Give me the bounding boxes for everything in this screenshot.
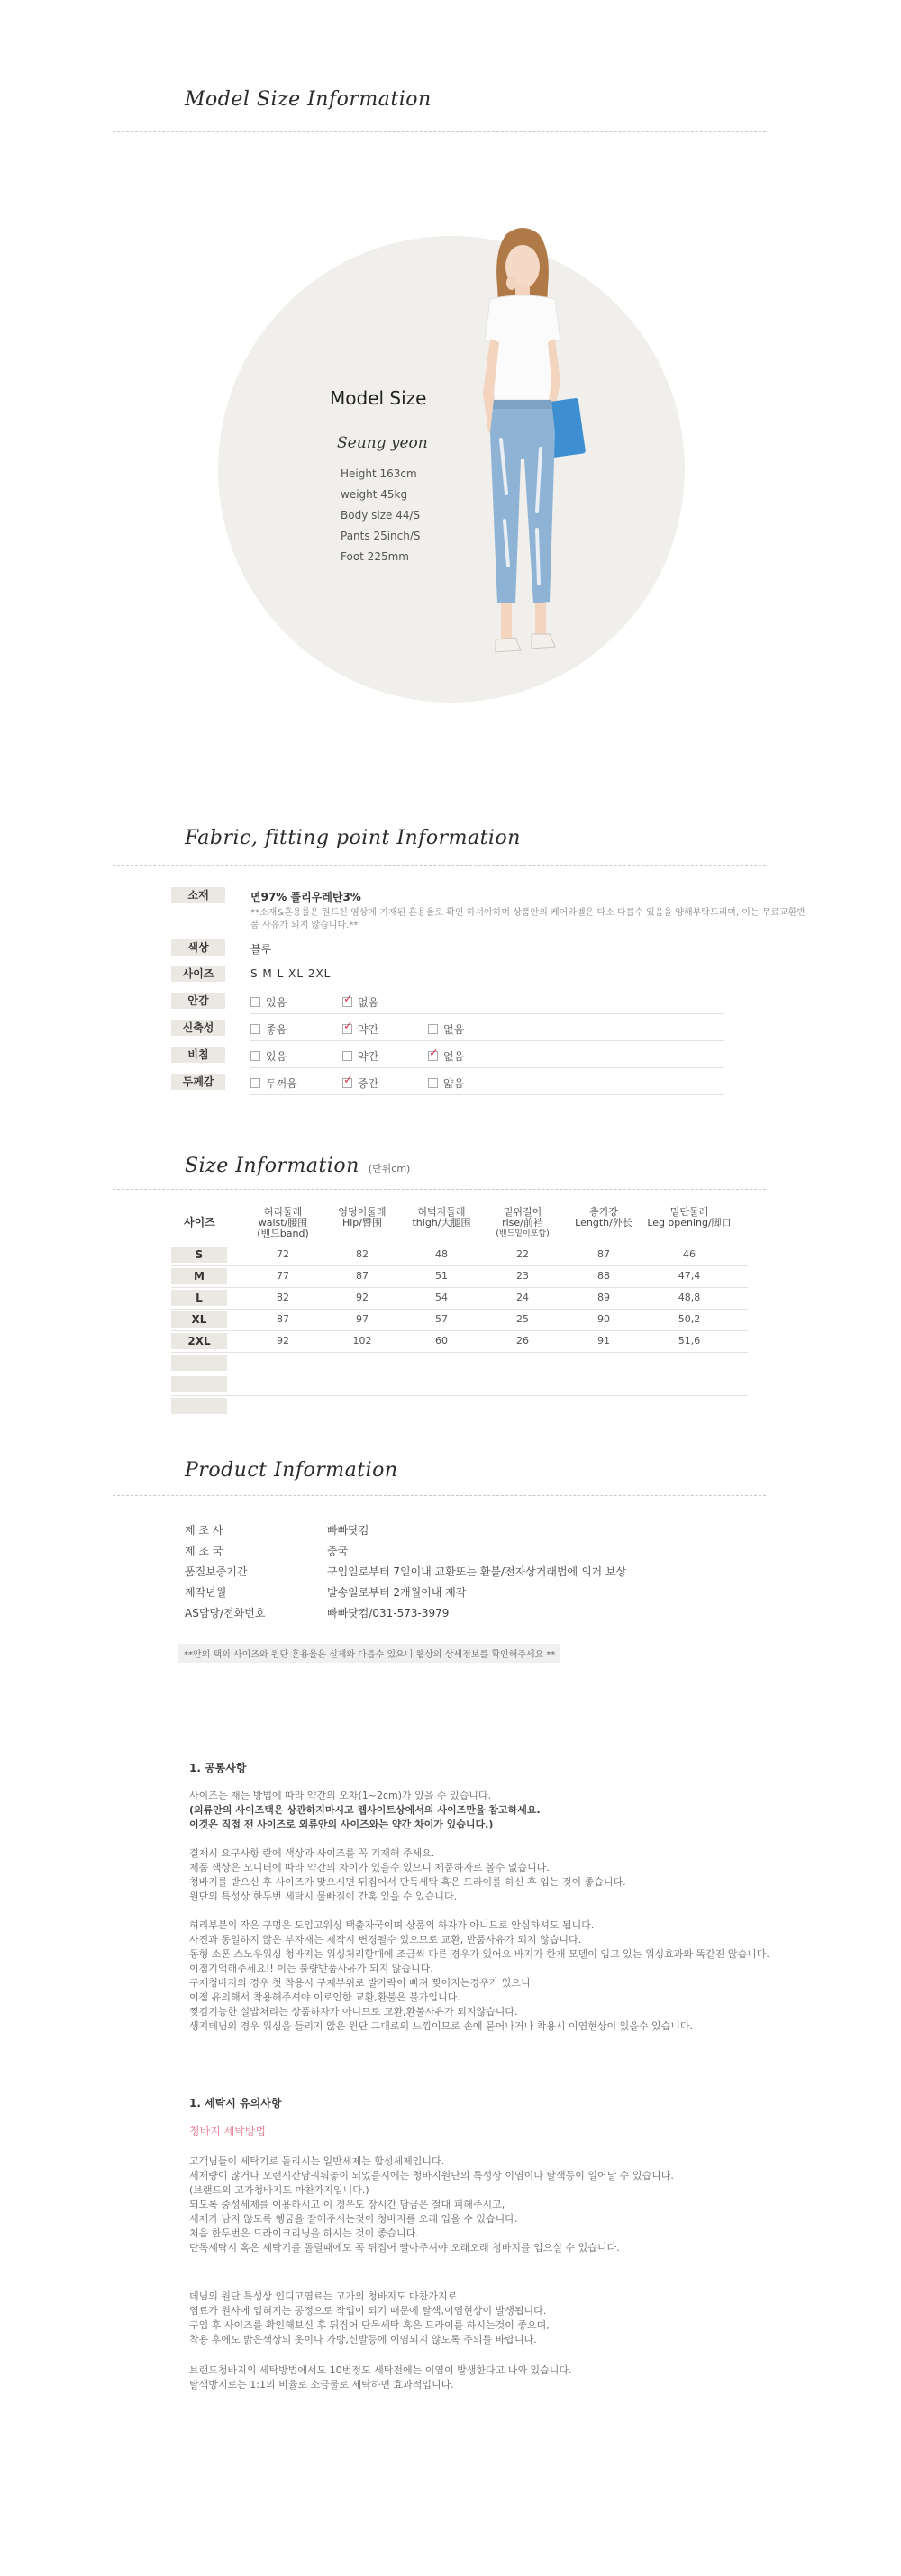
size-value: 22 [516,1248,529,1260]
fabric-label: 신축성 [171,1020,225,1036]
product-label: 제 조 사 [185,1524,223,1537]
size-value: 92 [356,1292,369,1303]
model-stat-weight: weight 45kg [341,488,408,501]
common-paragraph: 사이즈는 재는 방법에 따라 약간의 오차(1~2cm)가 있을 수 있습니다. (외류안의 사이즈택은 상관하지마시고 웹사이트상에서의 사이즈만을 참고하세요. 이것은 직접 잰 사이즈로 외류안의 사이즈와는 약간 차이가 있습니다.) [189,1790,541,1830]
wash-title: 1. 세탁시 유의사항 [189,2097,282,2109]
size-table-header: 허벅지둘레 thigh/大腿围 [412,1206,471,1229]
divider [113,1189,766,1190]
size-cell-empty [171,1398,227,1414]
model-name: Seung yeon [337,434,428,452]
size-value: 72 [277,1248,289,1260]
checkbox-icon [428,1024,438,1034]
checkbox-checked-icon [428,1051,438,1061]
size-cell-empty [171,1355,227,1371]
size-value: 47,4 [678,1270,701,1282]
option: 약간 [342,1048,378,1064]
common-paragraph: 결제시 요구사항 란에 색상과 사이즈를 꼭 기재해 주세요. 제품 색상은 모니터에 따라 약간의 차이가 있을수 있으니 제품하자로 볼수 없습니다. 청바지를 받으신 후 사이즈가 맞으시면 뒤집어서 단독세탁 혹은 드라이를 하신 후 입는 것이 좋습니다. 원단의 특성상 한두번 세탁시 물빠짐이 간혹 있을 수 있습니다. [189,1847,626,1902]
size-value: 77 [277,1270,289,1282]
fabric-label: 비침 [171,1047,225,1063]
wash-paragraph: 고객님들이 세탁기로 돌리시는 일반세제는 합성세제입니다. 세제량이 많거나 오랜시간담궈둬놓이 되었을시에는 청바지원단의 특성상 이염이나 탈색등이 일어날 수 있습니다. (브랜드의 고가청바지도 마찬가지입니다.) 되도록 중성세제를 이용하시고 이 경우도 장시간 담금은 절대 피해주시고, 세제가 남지 않도록 헹굼을 잘해주시는것이 청바지를 오래 입을 수 있습니다. 처음 한두번은 드라이크리닝을 하시는 것이 좋습니다. 단독세탁시 혹은 세탁기를 돌릴때에도 꼭 뒤집어 빨아주셔야 오래오래 청바지를 입으실 수 있습니다. [189,2155,674,2254]
product-value: 구입일로부터 7일이내 교환또는 환불/전자상거래법에 의거 보상 [327,1565,627,1578]
size-table-corner: 사이즈 [184,1216,215,1229]
row-line [171,1395,748,1396]
option: 없음 [428,1021,464,1037]
row-line [250,1040,724,1041]
size-value: 87 [356,1270,369,1282]
size-value: 91 [597,1335,610,1347]
checkbox-checked-icon [342,997,352,1007]
product-note: **안의 택의 사이즈와 원단 혼용율은 실제와 다를수 있으니 웹상의 상세정보를 확인해주세요 ** [178,1644,560,1663]
size-value: 54 [435,1292,448,1303]
product-label: AS담당/전화번호 [185,1607,266,1619]
size-value: 87 [277,1313,289,1325]
size-value: 57 [435,1313,448,1325]
model-photo [450,223,595,710]
size-value: 51,6 [678,1335,701,1347]
size-value: 87 [597,1248,610,1260]
model-stat-body: Body size 44/S [341,509,421,522]
section-title-model: Model Size Information [185,88,432,111]
checkbox-icon [250,1051,260,1061]
model-stat-foot: Foot 225mm [341,550,409,563]
model-size-title: Model Size [330,387,427,409]
row-line [171,1287,748,1288]
size-value: 26 [516,1335,529,1347]
option: 얇음 [428,1075,464,1091]
size-value: 60 [435,1335,448,1347]
option: 있음 [250,1048,287,1064]
size-value: 48 [435,1248,448,1260]
size-value: 90 [597,1313,610,1325]
size-value: 97 [356,1313,369,1325]
product-value: 중국 [327,1545,349,1557]
size-table-header: 엉덩이둘레 Hip/臀围 [338,1206,387,1229]
fabric-label: 사이즈 [171,966,225,982]
row-line [171,1309,748,1310]
size-cell: M [171,1268,227,1284]
checkbox-checked-icon [342,1024,352,1034]
size-value: 82 [356,1248,369,1260]
row-line [171,1352,748,1353]
size-value: 50,2 [678,1313,701,1325]
common-title: 1. 공통사항 [189,1762,247,1774]
option: ✓ 중간 [342,1075,378,1091]
option: 좋음 [250,1021,287,1037]
checkbox-icon [250,997,260,1007]
fabric-note: **소재&혼용률은 원드신 염상에 기재된 혼용율로 확인 하셔야하며 상품안의 케어라벨은 다소 다를수 있음을 양해부탁드리며, 이는 무료교환반품 사유가 되지 않습니다.** [250,908,806,930]
size-value: 102 [352,1335,372,1347]
checkbox-icon [428,1078,438,1088]
product-value: 빠빠닷컴 [327,1524,369,1537]
wash-paragraph: 브랜드청바지의 세탁방법에서도 10번정도 세탁전에는 이염이 발생한다고 나와 있습니다. 탈색방지로는 1:1의 비율로 소금물로 세탁하면 효과적입니다. [189,2364,572,2390]
size-value: 46 [683,1248,696,1260]
row-line [250,1067,724,1068]
section-title-fabric: Fabric, fitting point Information [185,827,521,849]
option: 두꺼움 [250,1075,297,1091]
size-value: 88 [597,1270,610,1282]
row-line [171,1265,748,1266]
size-cell: XL [171,1311,227,1328]
fabric-label: 안감 [171,993,225,1009]
fabric-value: 블루 [250,943,272,956]
size-value: 23 [516,1270,529,1282]
option: ✓ 없음 [342,994,378,1010]
size-value: 48,8 [678,1292,701,1303]
section-title-product: Product Information [185,1459,398,1482]
product-label: 품질보증기간 [185,1565,248,1578]
product-value: 빠빠닷컴/031-573-3979 [327,1607,450,1619]
checkbox-checked-icon [342,1078,352,1088]
size-value: 25 [516,1313,529,1325]
wash-paragraph: 데님의 원단 특성상 인디고염료는 고가의 청바지도 마찬가지로 염료가 원사에 입혀지는 공정으로 작업이 되기 때문에 탈색,이염현상이 발생됩니다. 구입 후 사이즈를 확인해보신 후 뒤집어 단독세탁 혹은 드라이를 하시는것이 좋으며, 착용 후에도 밝은색상의 옷이나 가방,신발등에 이염되지 않도록 주의를 바랍니다. [189,2290,550,2345]
size-table-header: 밑위길이 rise/前裆 (밴드밑이포함) [496,1206,550,1238]
model-stat-height: Height 163cm [341,467,417,480]
fabric-label: 두께감 [171,1074,225,1090]
option: 있음 [250,994,287,1010]
fabric-value: 면97% 폴리우레탄3% [250,891,361,903]
size-cell-empty [171,1376,227,1392]
row-line [250,1013,724,1014]
model-stat-pants: Pants 25inch/S [341,530,421,542]
row-line [171,1330,748,1331]
row-line [250,1094,724,1095]
option: ✓ 없음 [428,1048,464,1064]
product-value: 발송일로부터 2개월이내 제작 [327,1586,467,1599]
size-value: 51 [435,1270,448,1282]
size-value: 82 [277,1292,289,1303]
size-table-header: 총기장 Length/外长 [575,1206,633,1229]
divider [113,1495,766,1496]
size-cell: 2XL [171,1333,227,1349]
size-table-header: 밑단둘레 Leg opening/脚口 [647,1206,732,1229]
size-value: 92 [277,1335,289,1347]
section-title-size: Size Information (단위cm) [185,1155,411,1177]
size-unit: (단위cm) [368,1163,411,1175]
checkbox-icon [250,1024,260,1034]
size-cell: S [171,1247,227,1263]
size-value: 24 [516,1292,529,1303]
size-table-header: 허리둘레 waist/腰围 (밴드band) [257,1206,309,1239]
divider [113,865,766,866]
size-value: 89 [597,1292,610,1303]
checkbox-icon [250,1078,260,1088]
option: ✓ 약간 [342,1021,378,1037]
fabric-value: S M L XL 2XL [250,967,332,980]
wash-subtitle: 청바지 세탁방법 [189,2125,266,2137]
fabric-label: 소재 [171,887,225,903]
divider [113,131,766,132]
product-label: 제작년월 [185,1586,227,1599]
size-cell: L [171,1290,227,1306]
product-label: 제 조 국 [185,1545,223,1557]
common-paragraph: 허리부분의 작은 구멍은 도입고워싱 택출자국이며 상품의 하자가 아니므로 안심하셔도 됩니다. 사진과 동일하지 않은 부자재는 제작시 변경될수 있으므로 교환, 반품사유가 되지 않습니다. 동형 소폰 스노우워싱 청바지는 워싱처리할때에 조금씩 다른 경우가 있어요 바지가 한재 모델이 입고 있는 워싱효과와 똑같진 않습니다. 이점기억해주세요!! 이는 불량반품사유가 되지 않습니다. 구제청바지의 경우 첫 착용시 구제부위로 발가락이 빠져 찢어지는경우가 있으니 이점 유의해서 착용해주셔야 이로인한 교환,환불은 불가입니다. 찢김기능한 실밥처리는 상품하자가 아니므로 교환,환불사유가 되지않습니다. 생지데님의 경우 워싱을 들리지 않은 원단 그대로의 느낌이므로 손에 묻어나거나 착용시 이염현상이 있을수 있습니다. [189,1919,769,2032]
model-stats [341,464,421,567]
checkbox-icon [342,1051,352,1061]
fabric-label: 색상 [171,939,225,956]
